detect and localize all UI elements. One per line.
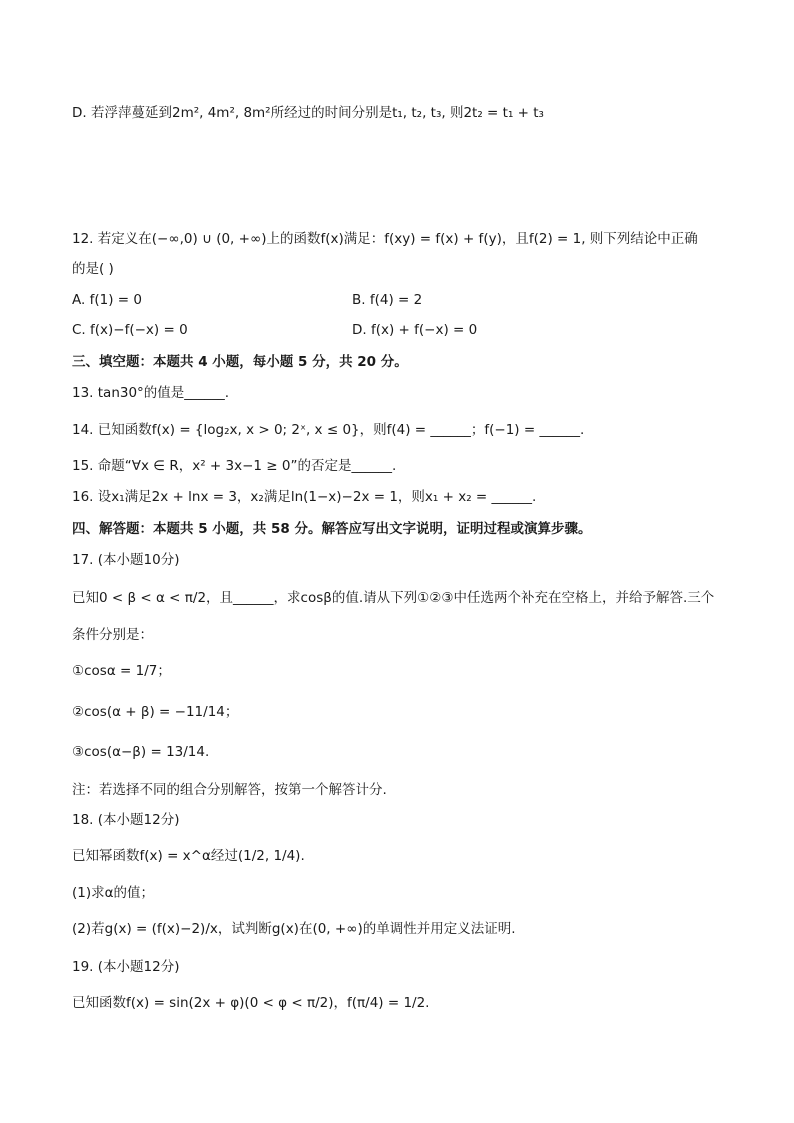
q18-part-1: (1)求α的值；	[72, 885, 155, 901]
q11-option-d: D. 若浮萍蔓延到2m², 4m², 8m²所经过的时间分别是t₁, t₂, t₃, 则2t₂ = t₁ + t₃	[72, 105, 544, 121]
q19-header: 19. (本小题12分)	[72, 959, 180, 975]
q17-condition-2: ②cos(α + β) = −11/14；	[72, 704, 239, 720]
q17-condition-1: ①cosα = 1/7；	[72, 663, 171, 679]
q17-header: 17. (本小题10分)	[72, 552, 180, 568]
q13: 13. tan30°的值是______.	[72, 385, 230, 401]
q17-note: 注：若选择不同的组合分别解答，按第一个解答计分.	[72, 782, 387, 798]
q18-stem: 已知幂函数f(x) = x^α经过(1/2, 1/4).	[72, 848, 305, 864]
q16: 16. 设x₁满足2x + lnx = 3，x₂满足ln(1−x)−2x = 1，则x₁ + x₂ = ______.	[72, 489, 537, 505]
q17-stem-line1: 已知0 < β < α < π/2，且______，求cosβ的值.请从下列①②③中任选两个补充在空格上，并给予解答.三个	[72, 590, 715, 606]
section-fill-blank-heading: 三、填空题：本题共 4 小题，每小题 5 分，共 20 分。	[72, 354, 408, 370]
q12-stem-line2: 的是( )	[72, 261, 114, 277]
q18-part-2: (2)若g(x) = (f(x)−2)/x，试判断g(x)在(0, +∞)的单调性并用定义法证明.	[72, 921, 516, 937]
q12-option-d: D. f(x) + f(−x) = 0	[352, 322, 478, 338]
q19-stem: 已知函数f(x) = sin(2x + φ)(0 < φ < π/2)，f(π/4) = 1/2.	[72, 995, 430, 1011]
q12-option-a: A. f(1) = 0	[72, 292, 142, 308]
section-answer-heading: 四、解答题：本题共 5 小题，共 58 分。解答应写出文字说明，证明过程或演算步骤。	[72, 521, 592, 537]
q15: 15. 命题“∀x ∈ R，x² + 3x−1 ≥ 0”的否定是______.	[72, 458, 397, 474]
q12-option-b: B. f(4) = 2	[352, 292, 423, 308]
q17-stem-line2: 条件分别是：	[72, 627, 153, 643]
q12-stem-line1: 12. 若定义在(−∞,0) ∪ (0, +∞)上的函数f(x)满足：f(xy) = f(x) + f(y)，且f(2) = 1, 则下列结论中正确	[72, 231, 698, 247]
q14: 14. 已知函数f(x) = {log₂x, x > 0; 2ˣ, x ≤ 0}，则f(4) = ______；f(−1) = ______.	[72, 422, 585, 438]
q18-header: 18. (本小题12分)	[72, 812, 180, 828]
q12-option-c: C. f(x)−f(−x) = 0	[72, 322, 188, 338]
q17-condition-3: ③cos(α−β) = 13/14.	[72, 744, 210, 760]
